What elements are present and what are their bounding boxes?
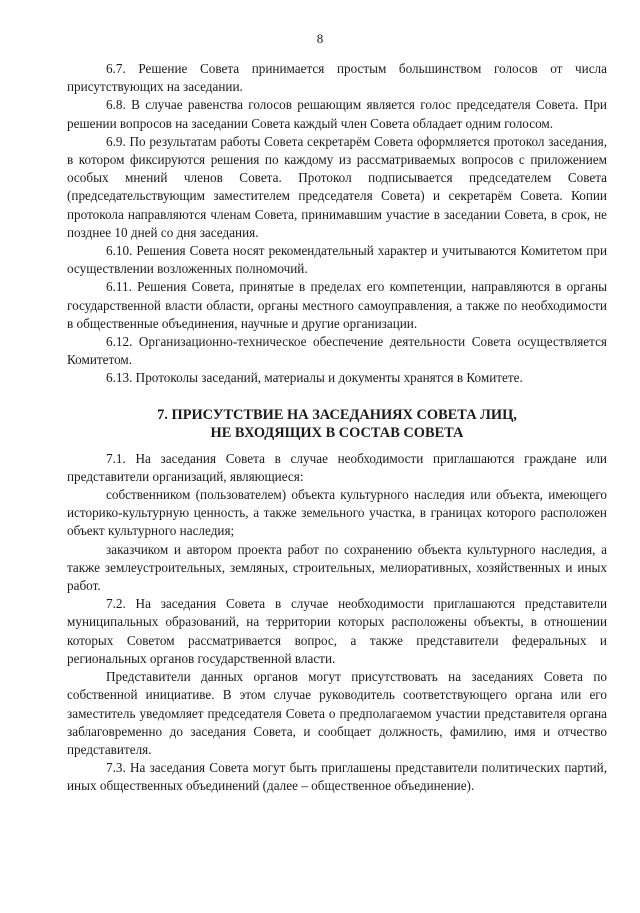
paragraph-6-12: 6.12. Организационно-техническое обеспечение деятельности Совета осуществляется Комитетом. <box>67 334 607 368</box>
page-number: 8 <box>316 31 324 46</box>
paragraph-6-11: 6.11. Решения Совета, принятые в пределах его компетенции, направляются в органы государственной власти области, органы местного самоуправления, а также по необходимости в общественные объединения, научные и другие организации. <box>67 279 607 331</box>
paragraph-6-13: 6.13. Протоколы заседаний, материалы и документы хранятся в Комитете. <box>106 370 523 386</box>
paragraph-7-3: 7.3. На заседания Совета могут быть приглашены представители политических партий, иных общественных объединений (далее – общественное объединение). <box>67 760 607 794</box>
paragraph-6-9: 6.9. По результатам работы Совета секретарём Совета оформляется протокол заседания, в котором фиксируются решения по каждому из рассматриваемых вопросов с приложением особых мнений членов Совета. Протокол подписывается председателем Совета (председательствующим заместителем председателя Совета) и секретарём Совета. Копии протокола направляются членам Совета, принимавшим участие в заседании Совета, в срок, не позднее 10 дней со дня заседания. <box>67 133 607 240</box>
document-body <box>67 60 607 796</box>
paragraph-6-8: 6.8. В случае равенства голосов решающим является голос председателя Совета. При решении вопросов на заседании Совета каждый член Совета обладает одним голосом. <box>67 97 607 131</box>
paragraph-7-1: 7.1. На заседания Совета в случае необходимости приглашаются граждане или представители организаций, являющиеся: <box>67 450 607 484</box>
paragraph-7-1-owner: собственником (пользователем) объекта культурного наследия или объекта, имеющего историко-культурную ценность, а также земельного участка, в границах которого расположен объект культурного наследия; <box>67 487 607 539</box>
section-7-heading-line2: НЕ ВХОДЯЩИХ В СОСТАВ СОВЕТА <box>210 424 464 441</box>
section-7-heading-line1: 7. ПРИСУТСТВИЕ НА ЗАСЕДАНИЯХ СОВЕТА ЛИЦ, <box>157 406 517 423</box>
section-7-heading <box>67 406 607 442</box>
paragraph-7-2-initiative: Представители данных органов могут присутствовать на заседаниях Совета по собственной инициативе. В этом случае руководитель соответствующего органа или его заместитель уведомляет председателя Совета о предполагаемом участии представителя органа заблаговременно до заседания Совета, и сообщает должность, фамилию, имя и отчество представителя. <box>67 669 607 757</box>
paragraph-7-2: 7.2. На заседания Совета в случае необходимости приглашаются представители муниципальных образований, на территории которых расположены объекты, в отношении которых Советом рассматривается вопрос, а также представители федеральных и региональных органов государственной власти. <box>67 596 607 666</box>
paragraph-6-10: 6.10. Решения Совета носят рекомендательный характер и учитываются Комитетом при осуществлении возложенных полномочий. <box>67 243 607 277</box>
paragraph-6-7: 6.7. Решение Совета принимается простым большинством голосов от числа присутствующих на заседании. <box>67 61 607 95</box>
paragraph-7-1-customer: заказчиком и автором проекта работ по сохранению объекта культурного наследия, а также землеустроительных, земляных, строительных, мелиоративных, хозяйственных и иных работ. <box>67 541 607 594</box>
